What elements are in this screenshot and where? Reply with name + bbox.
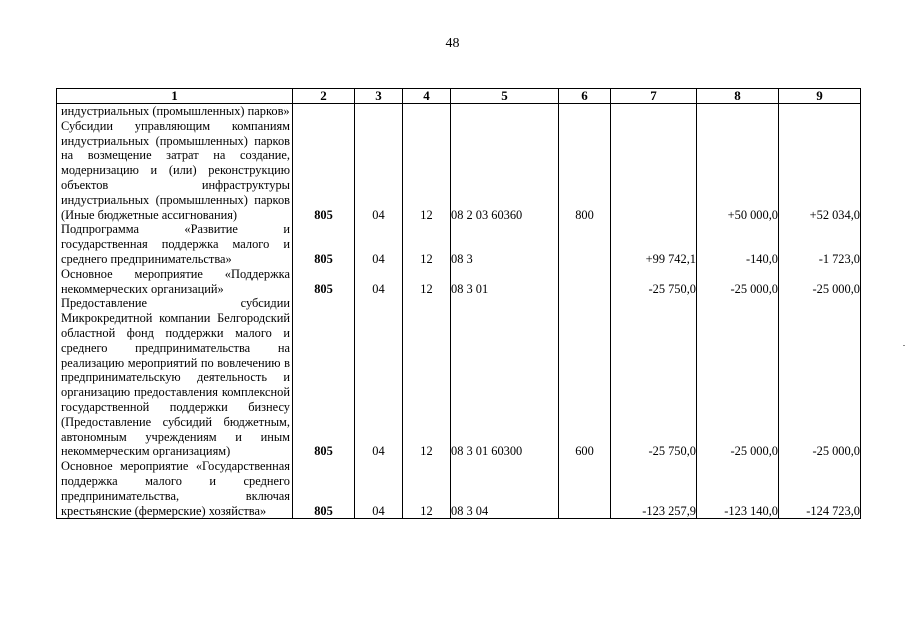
cell-glava: 805 xyxy=(293,222,355,266)
cell-value-7: -123 257,9 xyxy=(611,459,697,519)
cell-csr xyxy=(451,104,559,119)
table-row xyxy=(57,459,861,519)
table-row xyxy=(57,222,861,266)
cell-vr xyxy=(559,267,611,297)
cell-vr: 800 xyxy=(559,119,611,223)
cell-value-7 xyxy=(611,104,697,119)
header-col-5: 5 xyxy=(451,89,559,104)
cell-value-8: -123 140,0 xyxy=(697,459,779,519)
row-name: индустриальных (промышленных) парков» xyxy=(57,104,293,119)
cell-podrazdel: 12 xyxy=(403,296,451,459)
cell-razdel xyxy=(355,104,403,119)
cell-podrazdel xyxy=(403,104,451,119)
cell-razdel: 04 xyxy=(355,296,403,459)
cell-csr: 08 2 03 60360 xyxy=(451,119,559,223)
table-row xyxy=(57,119,861,223)
row-name: Основное мероприятие «Поддержка некоммерческих организаций» xyxy=(57,267,293,297)
cell-value-9: -25 000,0 xyxy=(779,296,861,459)
page-number: 48 xyxy=(445,36,460,51)
cell-glava: 805 xyxy=(293,119,355,223)
header-col-4: 4 xyxy=(403,89,451,104)
cell-podrazdel: 12 xyxy=(403,267,451,297)
cell-csr: 08 3 01 60300 xyxy=(451,296,559,459)
cell-glava: 805 xyxy=(293,267,355,297)
cell-value-7: +99 742,1 xyxy=(611,222,697,266)
header-row xyxy=(57,89,861,104)
header-col-2: 2 xyxy=(293,89,355,104)
cell-glava xyxy=(293,104,355,119)
cell-value-7: -25 750,0 xyxy=(611,267,697,297)
cell-value-8: +50 000,0 xyxy=(697,119,779,223)
cell-podrazdel: 12 xyxy=(403,119,451,223)
row-name: Предоставление субсидии Микрокредитной компании Белгородский областной фонд поддержки малого и среднего предпринимательства на реализацию мероприятий по вовлечению в предпринимательскую деятельность и организацию предоставления комплексной государственной поддержки бизнесу (Предоставление субсидий бюджетным, автономным учреждениям и иным некоммерческим организациям) xyxy=(57,296,293,459)
budget-table xyxy=(56,88,861,519)
header-col-3: 3 xyxy=(355,89,403,104)
cell-podrazdel: 12 xyxy=(403,459,451,519)
cell-vr xyxy=(559,104,611,119)
header-col-1: 1 xyxy=(57,89,293,104)
cell-value-8 xyxy=(697,104,779,119)
cell-razdel: 04 xyxy=(355,459,403,519)
header-col-6: 6 xyxy=(559,89,611,104)
cell-glava: 805 xyxy=(293,296,355,459)
cell-vr xyxy=(559,222,611,266)
cell-vr: 600 xyxy=(559,296,611,459)
cell-value-8: -25 000,0 xyxy=(697,296,779,459)
cell-csr: 08 3 01 xyxy=(451,267,559,297)
cell-razdel: 04 xyxy=(355,222,403,266)
cell-value-9: +52 034,0 xyxy=(779,119,861,223)
table-row xyxy=(57,104,861,119)
cell-value-7: -25 750,0 xyxy=(611,296,697,459)
cell-csr: 08 3 04 xyxy=(451,459,559,519)
header-col-7: 7 xyxy=(611,89,697,104)
cell-csr: 08 3 xyxy=(451,222,559,266)
header-col-8: 8 xyxy=(697,89,779,104)
cell-razdel: 04 xyxy=(355,119,403,223)
row-name: Подпрограмма «Развитие и государственная поддержка малого и среднего предпринимательства» xyxy=(57,222,293,266)
cell-razdel: 04 xyxy=(355,267,403,297)
cell-value-9: -1 723,0 xyxy=(779,222,861,266)
row-name: Основное мероприятие «Государственная поддержка малого и среднего предпринимательства, включая крестьянские (фермерские) хозяйства» xyxy=(57,459,293,519)
cell-glava: 805 xyxy=(293,459,355,519)
cell-vr xyxy=(559,459,611,519)
table-row xyxy=(57,296,861,459)
table-row xyxy=(57,267,861,297)
cell-value-9 xyxy=(779,104,861,119)
cell-value-7 xyxy=(611,119,697,223)
cell-value-8: -140,0 xyxy=(697,222,779,266)
row-name: Субсидии управляющим компаниям индустриальных (промышленных) парков на возмещение затрат на создание, модернизацию и (или) реконструкцию объектов инфраструктуры индустриальных (промышленных) парков (Иные бюджетные ассигнования) xyxy=(57,119,293,223)
cell-podrazdel: 12 xyxy=(403,222,451,266)
cell-value-9: -124 723,0 xyxy=(779,459,861,519)
cell-value-8: -25 000,0 xyxy=(697,267,779,297)
header-col-9: 9 xyxy=(779,89,861,104)
cell-value-9: -25 000,0 xyxy=(779,267,861,297)
